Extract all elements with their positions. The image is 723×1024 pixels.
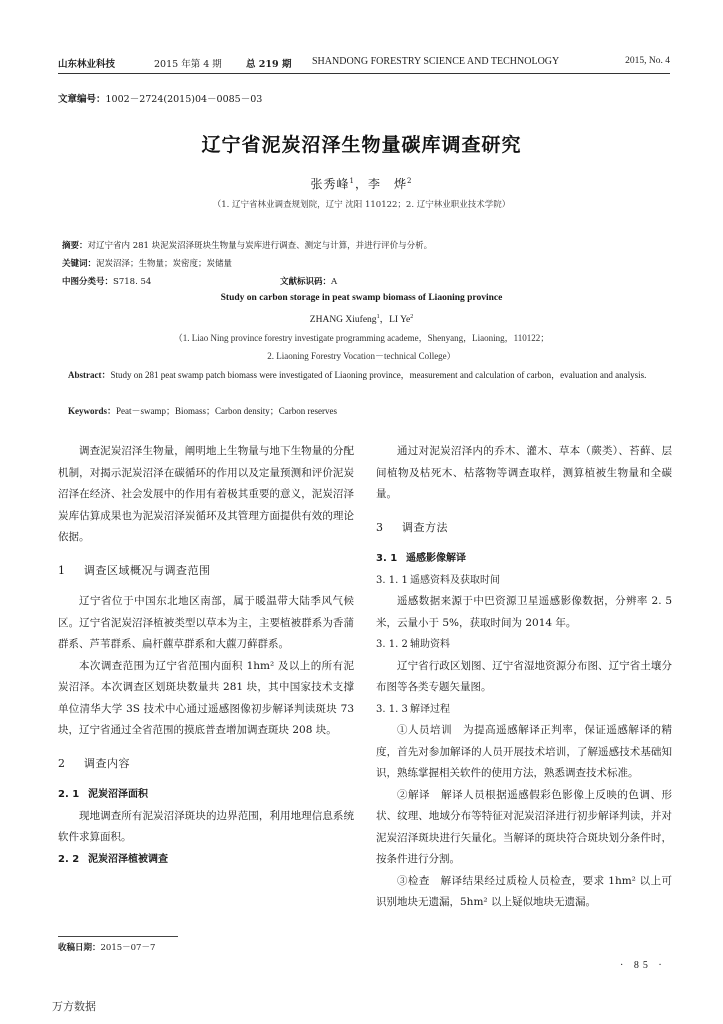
journal-name-en: SHANDONG FORESTRY SCIENCE AND TECHNOLOGY: [312, 56, 560, 67]
section-1-title: 调查区域概况与调查范围: [84, 563, 211, 577]
en-author-separator: ，: [379, 315, 390, 325]
en-keywords-label: Keywords：: [68, 406, 116, 416]
header-rule: [58, 73, 670, 74]
cn-class-value: S718. 54: [113, 277, 152, 287]
cn-keywords-label: 关键词：: [62, 259, 97, 269]
subsection-3-1-1-title: 遥感资料及获取时间: [410, 574, 500, 586]
en-author-2: LI Ye: [389, 315, 411, 325]
english-affiliation-1: （1. Liao Ning province forestry investigate programming academe，Shenyang，Liaoning，110122；: [173, 333, 550, 343]
cn-abstract-text: 对辽宁省内 281 块泥炭沼泽斑块生物量与炭库进行调查、测定与计算，并进行评价与分析。: [87, 241, 433, 251]
total-issue-cn: 总 219 期: [246, 59, 292, 70]
journal-name-cn: 山东林业科技: [58, 59, 116, 70]
cn-class-label: 中图分类号：: [62, 277, 114, 287]
body-right-column: [376, 441, 672, 914]
subsection-2-1-title: 泥炭沼泽面积: [88, 789, 148, 800]
subsection-2-1-paragraph: 现地调查所有泥炭沼泽斑块的边界范围，利用地理信息系统软件求算面积。: [58, 809, 354, 843]
subsection-2-1-number: 2. 1: [58, 789, 80, 800]
subsection-3-1-1-heading: [376, 570, 672, 592]
cn-keywords-text: 泥炭沼泽；生物量；炭密度；炭储量: [96, 259, 233, 269]
subsection-3-1-3-paragraph-2: ②解译 解译人员根据遥感假彩色影像上反映的色调、形状、纹理、地域分布等特征对泥炭沼泽进行初步解译判读，并对泥炭沼泽斑块进行矢量化。当解译的斑块符合斑块划分条件时，按条件进行分割。: [376, 788, 672, 865]
english-abstract: [58, 367, 670, 384]
section-1-paragraph-2: 本次调查范围为辽宁省范围内面积 1hm² 及以上的所有泥炭沼泽。本次调查区划斑块数量共 281 块，其中国家技术支撑单位清华大学 3S 技术中心通过遥感图像初步解译判读斑块 73 块，辽宁省通过全省范围的摸底普查增加调查斑块 208 块。: [58, 659, 354, 736]
en-keywords-text: Peat－swamp；Biomass；Carbon density；Carbon reserves: [116, 406, 337, 416]
english-authors: [0, 311, 723, 325]
author-1-sup: 1: [349, 177, 355, 185]
doc-code: [280, 275, 337, 287]
subsection-2-2-title: 泥炭沼泽植被调查: [88, 853, 168, 865]
subsection-3-1-2-heading: [376, 634, 672, 656]
section-2-heading: [58, 753, 354, 775]
cn-abstract: [62, 239, 682, 251]
received-date: [58, 941, 155, 953]
section-1-paragraph-1: 辽宁省位于中国东北地区南部，属于暖温带大陆季风气候区。辽宁省泥炭沼泽植被类型以草本为主，主要植被群系为香蒲群系、芦苇群系、扁杆藨草群系和大藨刀藓群系。: [58, 595, 354, 650]
en-author-1: ZHANG Xiufeng: [309, 315, 377, 325]
english-affiliation-2: 2. Liaoning Forestry Vocation－technical College）: [267, 351, 456, 361]
en-author-2-sup: 2: [410, 313, 414, 320]
page-number: · 85 ·: [620, 960, 666, 971]
subsection-2-1-heading: [58, 784, 354, 806]
author-2: 李 烨: [368, 177, 408, 191]
subsection-3-1-1-number: 3. 1. 1: [376, 574, 408, 586]
subsection-3-1-number: 3. 1: [376, 553, 398, 564]
year-issue: 2015, No. 4: [625, 56, 670, 66]
paper-title: 辽宁省泥炭沼泽生物量碳库调查研究: [201, 134, 522, 156]
doc-code-label: 文献标识码：: [280, 277, 332, 287]
subsection-3-1-3-heading: [376, 699, 672, 721]
section-3-heading: [376, 517, 672, 539]
english-title: Study on carbon storage in peat swamp biomass of Liaoning province: [220, 293, 503, 303]
section-2-number: 2: [58, 756, 66, 770]
running-header: [58, 56, 670, 72]
received-date-label: 收稿日期：: [58, 943, 101, 953]
article-number-value: 1002－2724(2015)04－0085－03: [105, 94, 263, 105]
en-abstract-text: Study on 281 peat swamp patch biomass were investigated of Liaoning province，measurement and calculation of carbon，evaluation and analysis.: [110, 370, 647, 380]
subsection-3-1-heading: [376, 548, 672, 570]
author-2-sup: 2: [407, 177, 413, 185]
section-1-number: 1: [58, 563, 66, 577]
section-1-heading: [58, 560, 354, 582]
affiliation: （1. 辽宁省林业调查规划院，辽宁 沈阳 110122；2. 辽宁林业职业技术学院）: [212, 200, 511, 210]
section-3-number: 3: [376, 520, 384, 534]
cn-classification: [62, 275, 682, 287]
author-line: [0, 175, 723, 192]
continued-paragraph: 通过对泥炭沼泽内的乔木、灌木、草本（蕨类）、苔藓、层间植物及枯死木、枯落物等调查取样，测算植被生物量和全碳量。: [376, 445, 672, 500]
section-3-title: 调查方法: [402, 520, 448, 534]
body-left-column: [58, 441, 354, 870]
article-number: [58, 91, 262, 105]
subsection-3-1-3-paragraph-1: ①人员培训 为提高遥感解译正判率，保证遥感解译的精度，首先对参加解译的人员开展技术培训，了解遥感技术基础知识，熟练掌握相关软件的使用方法，熟悉调查技术标准。: [376, 724, 672, 779]
issue-cn: 2015 年第 4 期: [154, 59, 222, 70]
subsection-3-1-3-number: 3. 1. 3: [376, 703, 408, 715]
cn-keywords: [62, 257, 682, 269]
subsection-2-2-heading: [58, 849, 354, 871]
cn-abstract-label: 摘要：: [62, 241, 88, 251]
subsection-3-1-title: 遥感影像解译: [406, 553, 466, 564]
subsection-3-1-2-title: 辅助资料: [410, 639, 450, 650]
article-number-label: 文章编号：: [58, 94, 106, 105]
author-separator: ，: [354, 177, 368, 191]
en-author-1-sup: 1: [376, 313, 380, 320]
watermark: 万方数据: [52, 1000, 96, 1013]
author-1: 张秀峰: [310, 177, 350, 191]
english-keywords: [68, 404, 680, 417]
en-abstract-label: Abstract：: [68, 370, 111, 380]
subsection-3-1-2-paragraph: 辽宁省行政区划图、辽宁省湿地资源分布图、辽宁省土壤分布图等各类专题矢量图。: [376, 659, 672, 693]
subsection-3-1-3-paragraph-3: ③检查 解译结果经过质检人员检查，要求 1hm² 以上可识别地块无遗漏，5hm² 以上疑似地块无遗漏。: [376, 874, 672, 908]
intro-paragraph: 调查泥炭沼泽生物量，阐明地上生物量与地下生物量的分配机制，对揭示泥炭沼泽在碳循环的作用以及定量预测和评价泥炭沼泽在经济、社会发展中的作用有着极其重要的意义，泥炭沼泽炭库估算成果也为泥炭沼泽炭循环及其管理方面提供有效的理论依据。: [58, 445, 354, 543]
received-date-value: 2015－07－7: [100, 943, 156, 953]
doc-code-value: A: [331, 277, 338, 287]
subsection-3-1-2-number: 3. 1. 2: [376, 639, 408, 650]
subsection-2-2-number: 2. 2: [58, 853, 80, 865]
footnote-rule: [58, 936, 178, 937]
subsection-3-1-3-title: 解译过程: [410, 703, 450, 715]
section-2-title: 调查内容: [84, 756, 130, 770]
subsection-3-1-1-paragraph: 遥感数据来源于中巴资源卫星遥感影像数据，分辨率 2. 5 米，云量小于 5%，获取时间为 2014 年。: [376, 595, 672, 629]
